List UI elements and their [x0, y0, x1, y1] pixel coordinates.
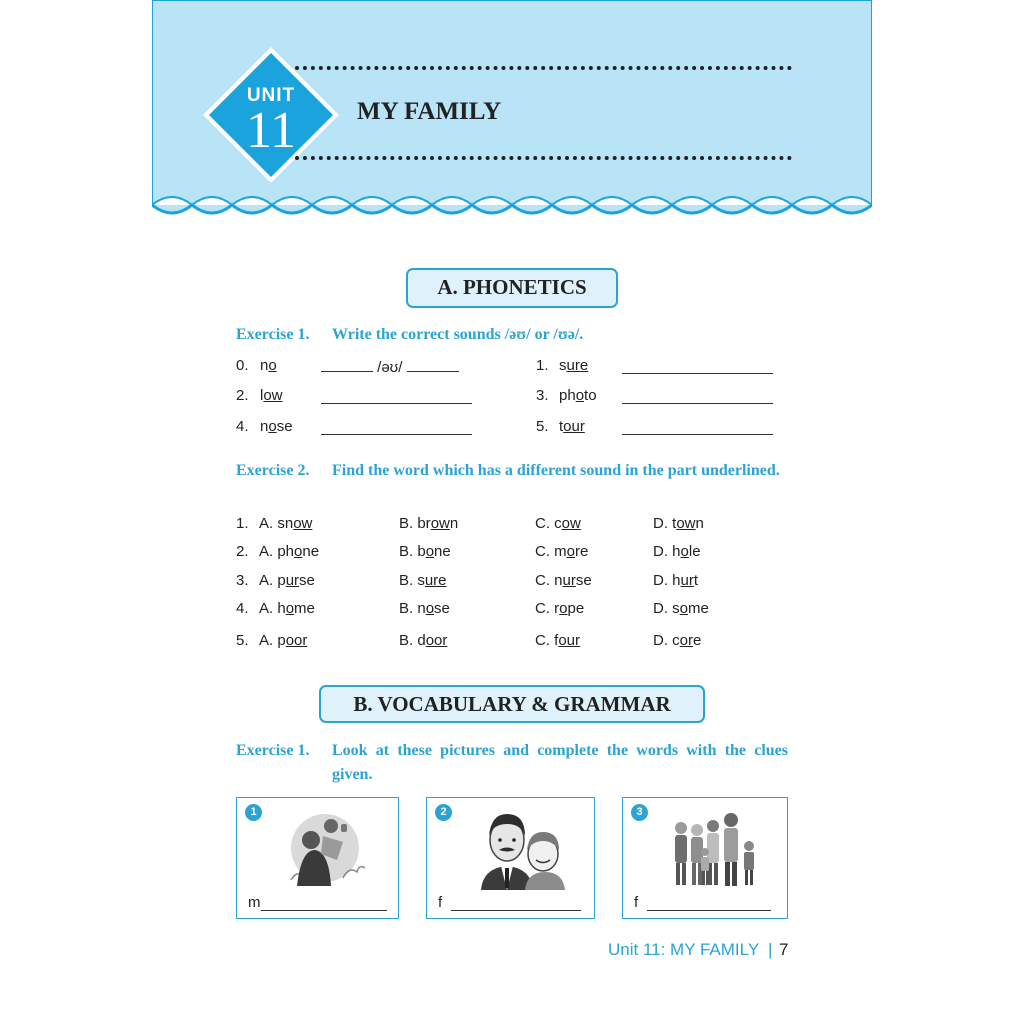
- unit-number: 11: [245, 102, 297, 159]
- ex1-item-0: [236, 357, 403, 376]
- footer-separator: |: [768, 940, 773, 959]
- ex1-item-5: 5. tour: [536, 418, 585, 435]
- picture-letter: m: [248, 894, 261, 911]
- answer-option[interactable]: D. town: [653, 515, 704, 532]
- dotted-rule-top: [295, 66, 792, 70]
- picture-number: 1: [245, 804, 262, 821]
- answer-option[interactable]: B. nose: [399, 600, 450, 617]
- ex1-item-2: 2. low: [236, 387, 283, 404]
- answer-option[interactable]: D. some: [653, 600, 709, 617]
- answer-option[interactable]: A. poor: [259, 632, 308, 649]
- family-group-illustration: [667, 806, 763, 890]
- answer-option[interactable]: C. cow: [535, 515, 581, 532]
- example-answer: /əʊ/: [321, 357, 459, 376]
- picture-box-3: [622, 797, 788, 919]
- ex1-item-1: 1. sure: [536, 357, 589, 374]
- father-son-illustration: [475, 804, 571, 890]
- dotted-rule-bottom: [295, 156, 792, 160]
- exercise-instruction: Write the correct sounds /əʊ/ or /ʊə/.: [332, 326, 584, 343]
- answer-blank-4[interactable]: [321, 418, 472, 435]
- answer-option[interactable]: C. four: [535, 632, 581, 649]
- answer-option[interactable]: D. core: [653, 632, 702, 649]
- answer-option[interactable]: B. sure: [399, 572, 447, 589]
- answer-blank-2[interactable]: [321, 387, 472, 404]
- footer-unit-title: Unit 11: MY FAMILY: [608, 940, 760, 959]
- picture-box-1: [236, 797, 399, 919]
- unit-title: MY FAMILY: [357, 98, 502, 125]
- picture-box-2: [426, 797, 595, 919]
- answer-option[interactable]: D. hole: [653, 543, 701, 560]
- answer-blank[interactable]: [321, 357, 373, 372]
- item-word: no: [260, 357, 277, 374]
- picture-letter: f: [438, 894, 443, 911]
- answer-option[interactable]: C. rope: [535, 600, 585, 617]
- question-number: 2.: [236, 543, 249, 560]
- item-number: 0.: [236, 357, 249, 374]
- answer-option[interactable]: A. snow: [259, 515, 313, 532]
- answer-option[interactable]: C. more: [535, 543, 589, 560]
- picture-number: 3: [631, 804, 648, 821]
- exercise-label: Exercise 1.: [236, 742, 310, 759]
- question-number: 1.: [236, 515, 249, 532]
- answer-option[interactable]: A. phone: [259, 543, 320, 560]
- unit-label: UNIT: [246, 85, 296, 106]
- answer-option[interactable]: A. home: [259, 600, 315, 617]
- exercise-label: Exercise 1.: [236, 326, 310, 343]
- answer-blank-5[interactable]: [622, 418, 773, 435]
- picture-answer-line[interactable]: [451, 910, 581, 911]
- answer-option[interactable]: D. hurt: [653, 572, 699, 589]
- answer-option[interactable]: B. door: [399, 632, 448, 649]
- exercise-instruction: Find the word which has a different sound in the part underlined.: [332, 462, 780, 479]
- picture-answer-line[interactable]: [647, 910, 771, 911]
- page-number: 7: [779, 940, 789, 959]
- ex1-item-4: 4. nose: [236, 418, 293, 435]
- section-heading-phonetics: A. PHONETICS: [406, 268, 618, 308]
- answer-blank-3[interactable]: [622, 387, 773, 404]
- question-number: 5.: [236, 632, 249, 649]
- answer-blank-1[interactable]: [622, 357, 773, 374]
- picture-answer-line[interactable]: [261, 910, 387, 911]
- mother-child-illustration: [279, 806, 369, 890]
- picture-number: 2: [435, 804, 452, 821]
- exercise-label: Exercise 2.: [236, 462, 310, 479]
- question-number: 3.: [236, 572, 249, 589]
- picture-letter: f: [634, 894, 639, 911]
- exercise-instruction: Look at these pictures and complete the words with the clues given.: [332, 742, 788, 783]
- answer-option[interactable]: A. purse: [259, 572, 315, 589]
- section-heading-vocabulary: B. VOCABULARY & GRAMMAR: [319, 685, 705, 723]
- answer-blank[interactable]: [407, 357, 459, 372]
- ex1-item-3: 3. photo: [536, 387, 597, 404]
- question-number: 4.: [236, 600, 249, 617]
- answer-option[interactable]: C. nurse: [535, 572, 592, 589]
- answer-option[interactable]: B. brown: [399, 515, 459, 532]
- answer-option[interactable]: B. bone: [399, 543, 451, 560]
